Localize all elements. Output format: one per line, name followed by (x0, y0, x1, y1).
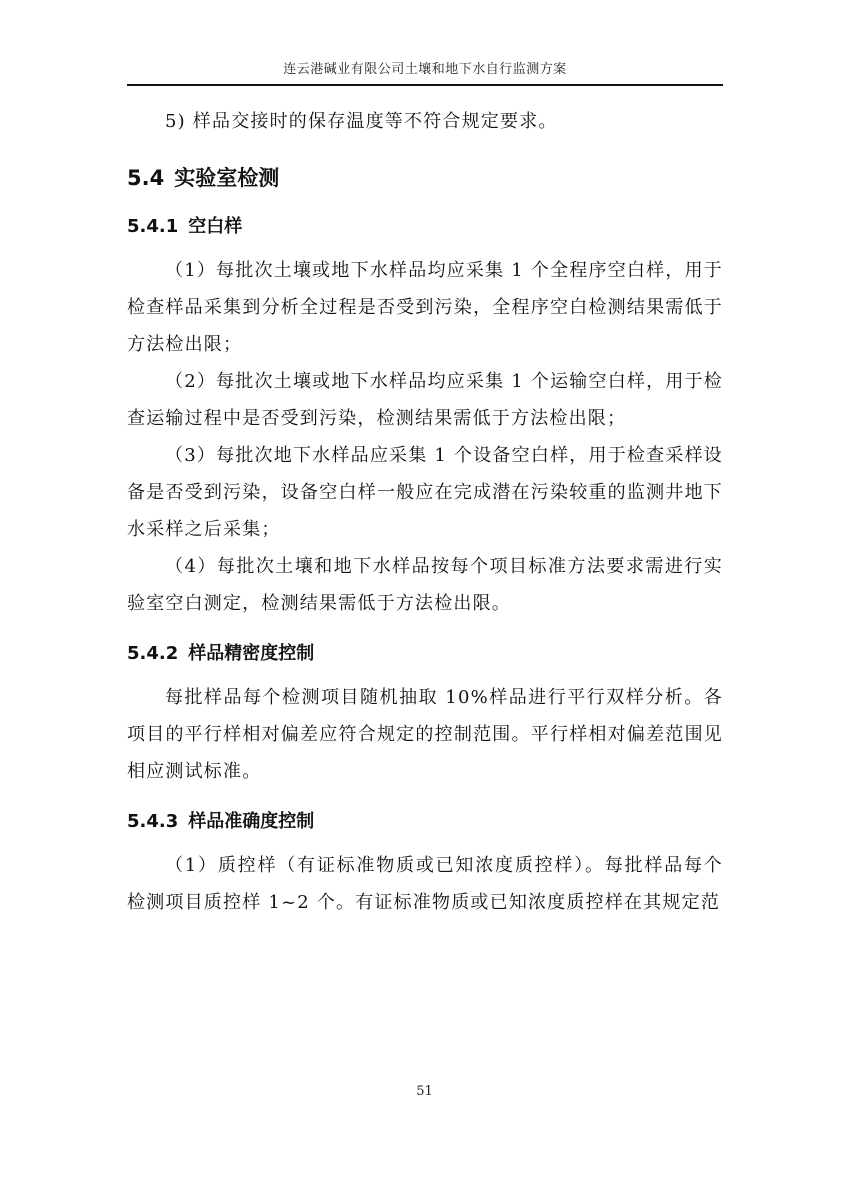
list-item-5: 5) 样品交接时的保存温度等不符合规定要求。 (165, 111, 558, 132)
subsection-heading-5-4-3 (127, 806, 723, 838)
blank-sample-item-1: （1）每批次土壤或地下水样品均应采集 1 个全程序空白样，用于检查样品采集到分析全过程是否受到污染，全程序空白检测结果需低于方法检出限； (127, 260, 723, 355)
subsection-title: 空白样 (188, 216, 243, 237)
running-header: 连云港碱业有限公司土壤和地下水自行监测方案 (283, 62, 567, 77)
page-number: 51 (416, 1084, 433, 1099)
page-body (127, 103, 723, 921)
blank-sample-item-3: （3）每批次地下水样品应采集 1 个设备空白样，用于检查采样设备是否受到污染，设备空白样一般应在完成潜在污染较重的监测井地下水采样之后采集； (127, 445, 723, 540)
subsection-heading-5-4-2 (127, 638, 723, 670)
section-title: 实验室检测 (174, 166, 280, 190)
subsection-number: 5.4.3 (127, 811, 179, 832)
section-number: 5.4 (127, 166, 165, 190)
subsection-number: 5.4.2 (127, 643, 179, 664)
accuracy-paragraph: （1）质控样（有证标准物质或已知浓度质控样）。每批样品每个检测项目质控样 1~2 个。有证标准物质或已知浓度质控样在其规定范 (127, 855, 723, 913)
header-divider (127, 84, 723, 86)
blank-sample-item-2: （2）每批次土壤或地下水样品均应采集 1 个运输空白样，用于检查运输过程中是否受到污染，检测结果需低于方法检出限； (127, 371, 723, 429)
section-heading-5-4 (127, 161, 723, 195)
precision-paragraph: 每批样品每个检测项目随机抽取 10%样品进行平行双样分析。各项目的平行样相对偏差应符合规定的控制范围。平行样相对偏差范围见相应测试标准。 (127, 687, 723, 782)
subsection-title: 样品准确度控制 (188, 811, 315, 832)
subsection-number: 5.4.1 (127, 216, 179, 237)
subsection-heading-5-4-1 (127, 211, 723, 243)
subsection-title: 样品精密度控制 (188, 643, 315, 664)
blank-sample-item-4: （4）每批次土壤和地下水样品按每个项目标准方法要求需进行实验室空白测定，检测结果需低于方法检出限。 (127, 556, 723, 614)
